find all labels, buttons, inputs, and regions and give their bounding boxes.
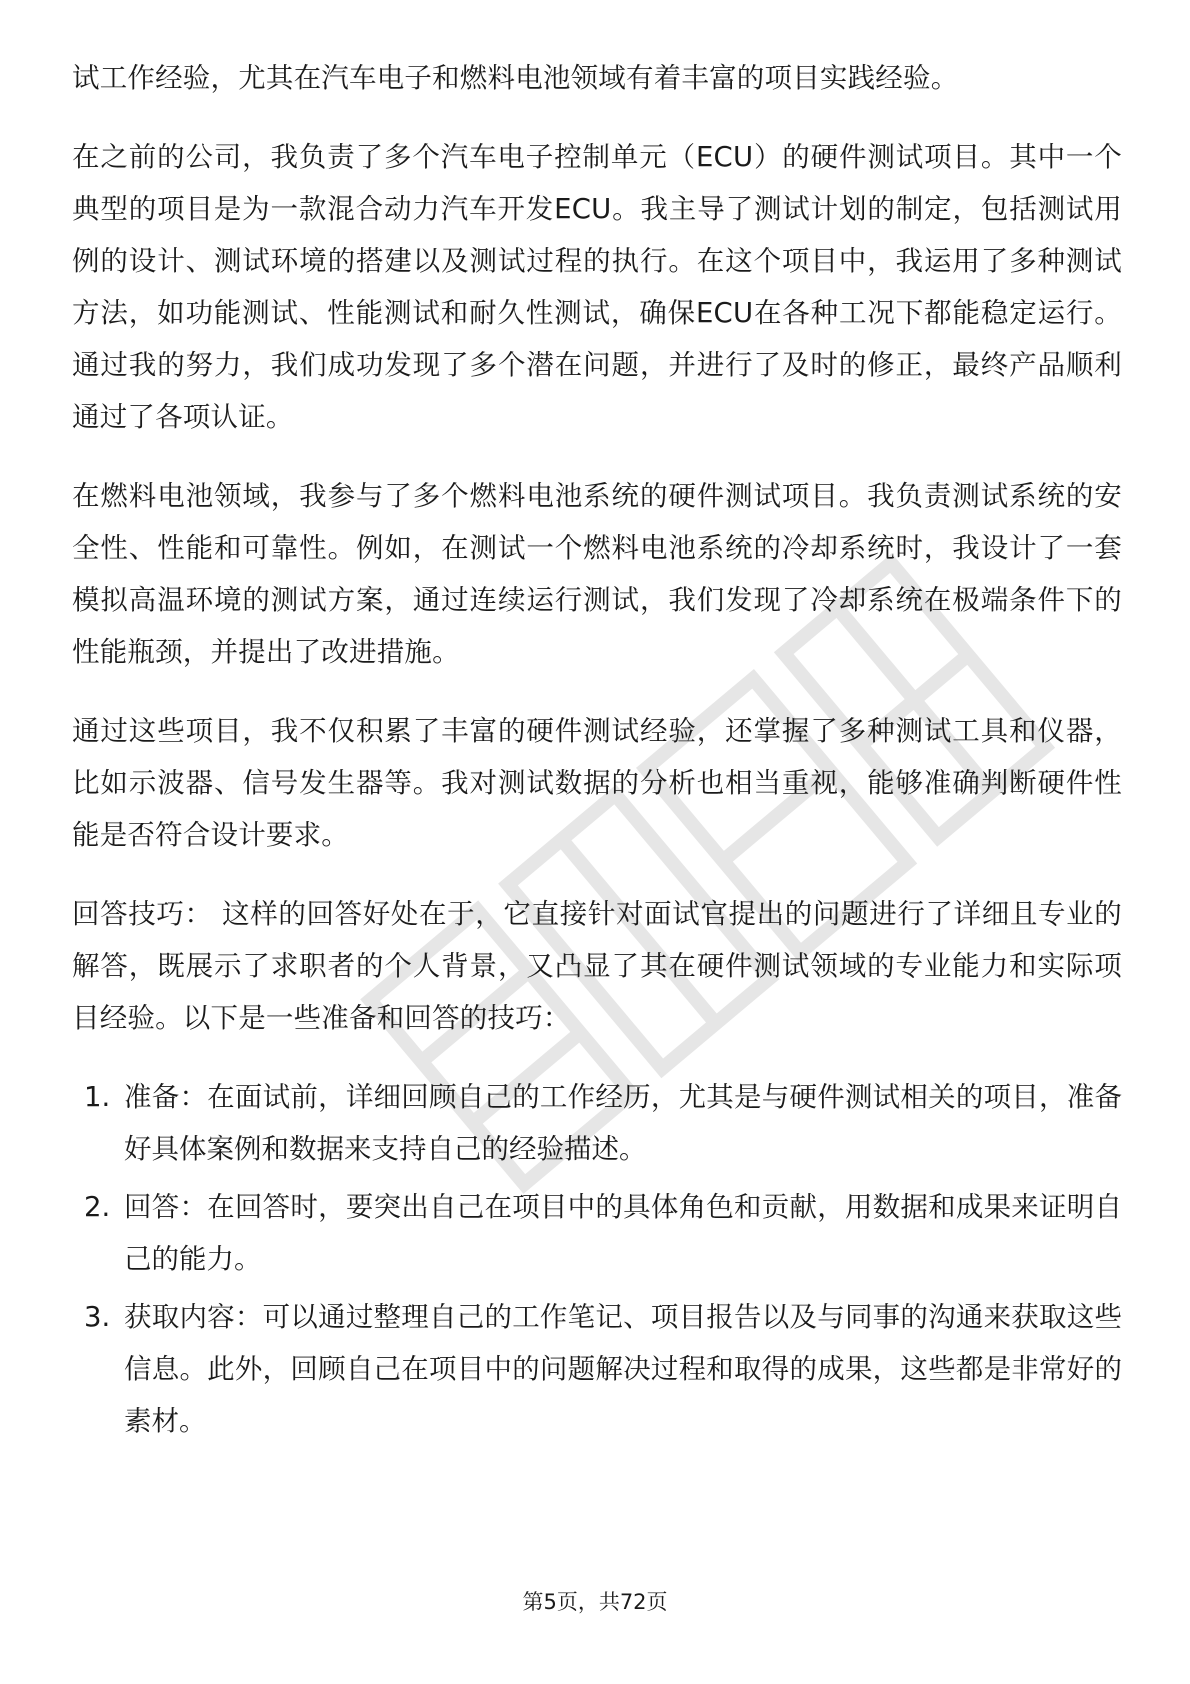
paragraph-intro-tail: 试工作经验，尤其在汽车电子和燃料电池领域有着丰富的项目实践经验。 <box>72 62 959 94</box>
paragraph-answer-tips: 回答技巧： 这样的回答好处在于，它直接针对面试官提出的问题进行了详细且专业的解答，既展示了求职者的个人背景，又凸显了其在硬件测试领域的专业能力和实际项目经验。以下是一些准备和回答的技巧： <box>72 898 1122 1034</box>
list-item-text: 准备：在面试前，详细回顾自己的工作经历，尤其是与硬件测试相关的项目，准备好具体案例和数据来支持自己的经验描述。 <box>124 1081 1122 1165</box>
paragraph-fuel-cell: 在燃料电池领域，我参与了多个燃料电池系统的硬件测试项目。我负责测试系统的安全性、性能和可靠性。例如，在测试一个燃料电池系统的冷却系统时，我设计了一套模拟高温环境的测试方案，通过连续运行测试，我们发现了冷却系统在极端条件下的性能瓶颈，并提出了改进措施。 <box>72 480 1122 668</box>
paragraph-ecu-project: 在之前的公司，我负责了多个汽车电子控制单元（ECU）的硬件测试项目。其中一个典型的项目是为一款混合动力汽车开发ECU。我主导了测试计划的制定，包括测试用例的设计、测试环境的搭建以及测试过程的执行。在这个项目中，我运用了多种测试方法，如功能测试、性能测试和耐久性测试，确保ECU在各种工况下都能稳定运行。通过我的努力，我们成功发现了多个潜在问题，并进行了及时的修正，最终产品顺利通过了各项认证。 <box>72 141 1122 433</box>
list-item-text: 回答：在回答时，要突出自己在项目中的具体角色和贡献，用数据和成果来证明自己的能力。 <box>124 1191 1122 1275</box>
page-number-footer: 第5页，共72页 <box>522 1590 668 1614</box>
list-item-number: 2. <box>84 1191 111 1223</box>
tips-list <box>72 1071 1122 1447</box>
list-item-number: 3. <box>84 1301 111 1333</box>
page-content <box>72 52 1122 1453</box>
list-item <box>72 1181 1122 1285</box>
list-item-number: 1. <box>84 1081 111 1113</box>
list-item <box>72 1071 1122 1175</box>
list-item <box>72 1291 1122 1447</box>
list-item-text: 获取内容：可以通过整理自己的工作笔记、项目报告以及与同事的沟通来获取这些信息。此外，回顾自己在项目中的问题解决过程和取得的成果，这些都是非常好的素材。 <box>124 1301 1122 1437</box>
paragraph-tools: 通过这些项目，我不仅积累了丰富的硬件测试经验，还掌握了多种测试工具和仪器，比如示波器、信号发生器等。我对测试数据的分析也相当重视，能够准确判断硬件性能是否符合设计要求。 <box>72 715 1122 851</box>
